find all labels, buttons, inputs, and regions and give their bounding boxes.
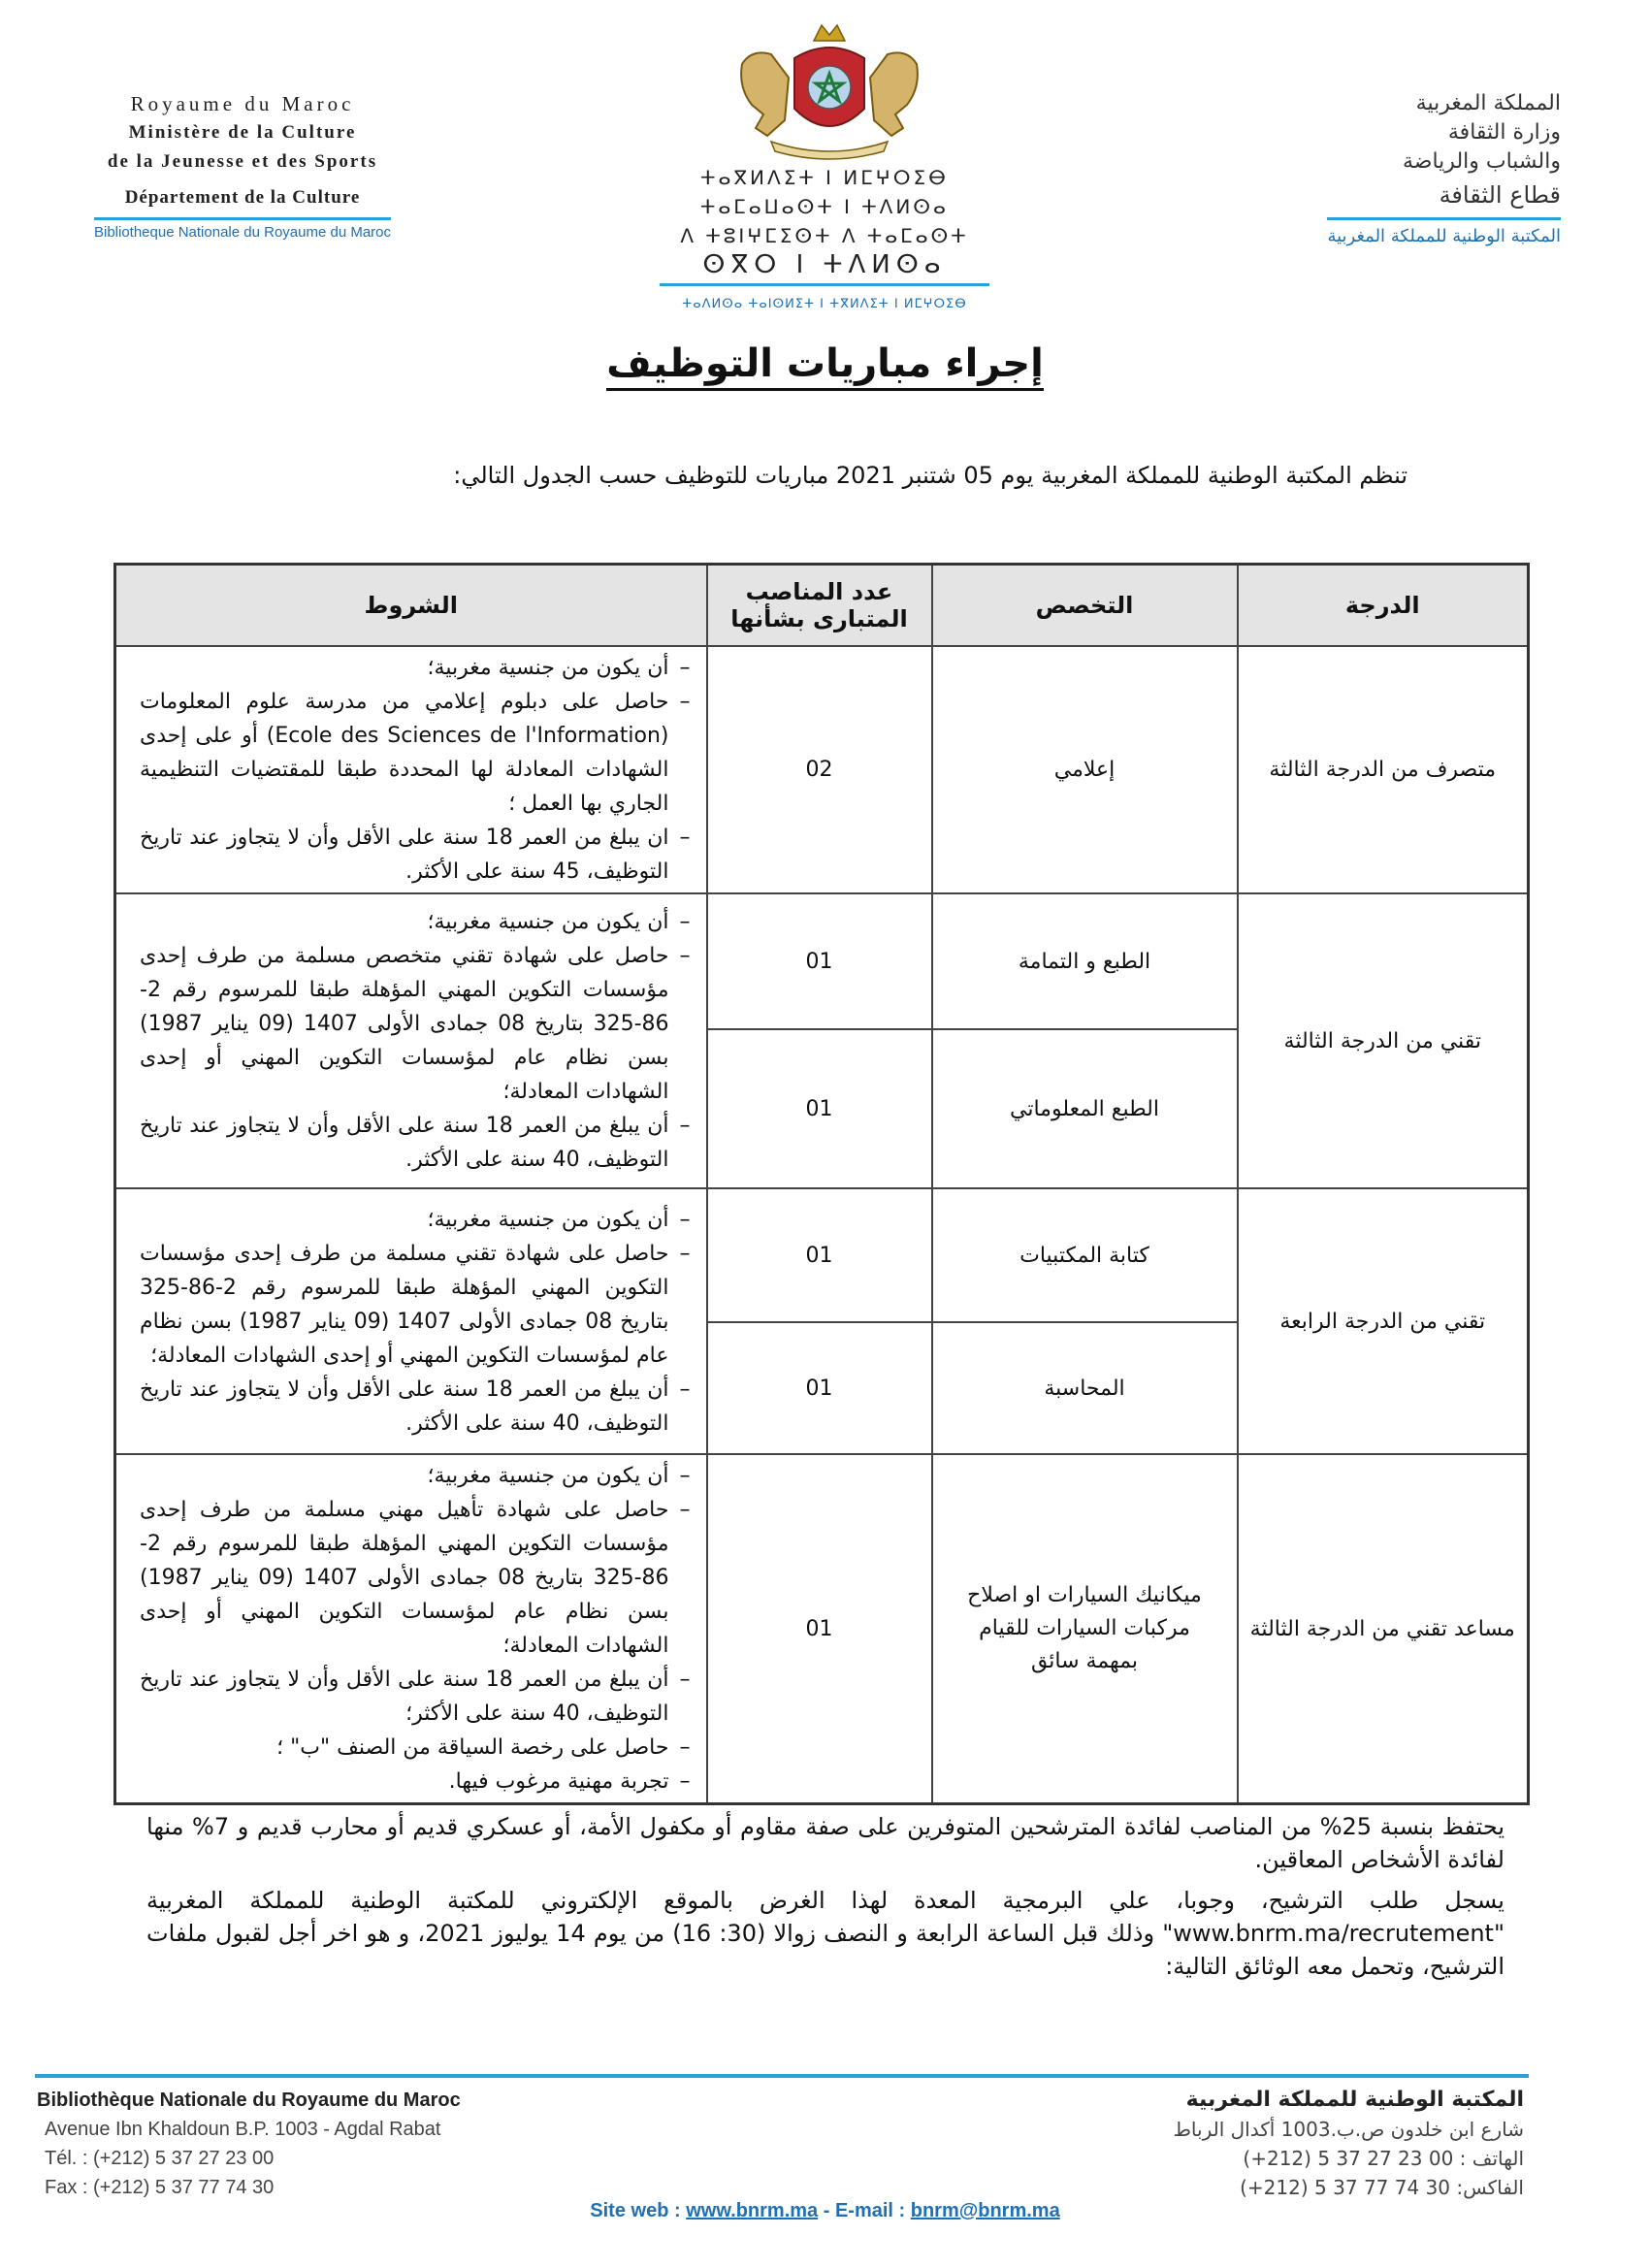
library-label-tifinagh: ⵜⴰⴷⵍⵙⴰ ⵜⴰⵏⵙⵍⵉⵜ ⵏ ⵜⴳⵍⴷⵉⵜ ⵏ ⵍⵎⵖⵔⵉⴱ xyxy=(660,283,989,319)
table-row xyxy=(115,893,1529,1029)
specialty-cell: الطبع و التمامة xyxy=(932,893,1238,1029)
footer-divider xyxy=(35,2074,1529,2078)
condition-item: – أن يبلغ من العمر 18 سنة على الأقل وأن لا يتجاوز عند تاريخ التوظيف، 40 سنة على الأكثر. xyxy=(140,1109,691,1177)
condition-item: – حاصل على دبلوم إعلامي من مدرسة علوم المعلومات (Ecole des Sciences de l'Information) أو على إحدى الشهادات المعادلة لها المحددة طبقا للمقتضيات التنظيمية الجاري بها العمل ؛ xyxy=(140,685,691,821)
email-label: E-mail : xyxy=(834,2200,906,2221)
footer-french xyxy=(37,2086,461,2202)
ministry-label-tifinagh-2: ⴷ ⵜⵓⵏⵖⵎⵉⵙⵜ ⴷ ⵜⴰⵎⴰⵙⵜ xyxy=(680,224,969,247)
condition-item: – أن يبلغ من العمر 18 سنة على الأقل وأن لا يتجاوز عند تاريخ التوظيف، 40 سنة على الأكثر. xyxy=(140,1373,691,1441)
footer-address-fr: Avenue Ibn Khaldoun B.P. 1003 - Agdal Rabat xyxy=(45,2119,441,2140)
ministry-label-tifinagh: ⵜⴰⵎⴰⵡⴰⵙⵜ ⵏ ⵜⴷⵍⵙⴰ xyxy=(700,195,949,218)
condition-item: – أن يبلغ من العمر 18 سنة على الأقل وأن لا يتجاوز عند تاريخ التوظيف، 40 سنة على الأكثر؛ xyxy=(140,1663,691,1731)
footer-tel-fr: Tél. : (+212) 5 37 27 23 00 xyxy=(45,2148,275,2169)
table-row xyxy=(115,1188,1529,1322)
kingdom-label-fr: Royaume du Maroc xyxy=(130,92,355,115)
website-link[interactable]: www.bnrm.ma xyxy=(686,2200,819,2221)
condition-item: – تجربة مهنية مرغوب فيها. xyxy=(140,1765,691,1798)
header-conditions: الشروط xyxy=(115,565,707,647)
conditions-cell xyxy=(115,1454,707,1804)
header-arabic xyxy=(1241,89,1561,246)
count-cell: 01 xyxy=(707,1454,932,1804)
specialty-cell: إعلامي xyxy=(932,646,1238,893)
condition-item: – أن يكون من جنسية مغربية؛ xyxy=(140,651,691,685)
department-label-tifinagh: ⵙⴳⵔ ⵏ ⵜⴷⵍⵙⴰ xyxy=(702,250,947,279)
footer-name-ar: المكتبة الوطنية للمملكة المغربية xyxy=(1185,2088,1524,2112)
condition-item: – ان يبلغ من العمر 18 سنة على الأقل وأن لا يتجاوز عند تاريخ التوظيف، 45 سنة على الأكثر. xyxy=(140,821,691,889)
count-cell: 01 xyxy=(707,893,932,1029)
footer-arabic xyxy=(1173,2086,1524,2202)
footer-tel-ar: الهاتف : 00 23 27 37 5 (212+) xyxy=(1243,2147,1524,2170)
department-label-fr: Département de la Culture xyxy=(124,187,361,208)
quota-note: يحتفظ بنسبة 25% من المناصب لفائدة المترشحين المتوفرين على صفة مقاوم أو مكفول الأمة، أو عسكري قديم أو محارب قديم و 7% منها لفائدة الأشخاص المعاقين. xyxy=(146,1813,1505,1873)
ministry-label-ar-2: والشباب والرياضة xyxy=(1403,149,1561,174)
condition-item: – حاصل على شهادة تقني متخصص مسلمة من طرف إحدى مؤسسات التكوين المهني المؤهلة طبقا للمرسوم رقم 2-86-325 بتاريخ 08 جمادى الأولى 1407 (09 يناير 1987) بسن نظام عام لمؤسسات التكوين المهني أو إحدى الشهادات المعادلة؛ xyxy=(140,939,691,1109)
count-cell: 01 xyxy=(707,1322,932,1454)
table-row xyxy=(115,646,1529,893)
header-count: عدد المناصب المتبارى بشأنها xyxy=(707,565,932,647)
condition-item: – أن يكون من جنسية مغربية؛ xyxy=(140,905,691,939)
royal-coat-of-arms-icon xyxy=(713,19,946,165)
grade-cell: تقني من الدرجة الثالثة xyxy=(1238,893,1529,1188)
specialty-cell: الطبع المعلوماتي xyxy=(932,1029,1238,1188)
footer-name-fr: Bibliothèque Nationale du Royaume du Maroc xyxy=(37,2090,461,2111)
ministry-label-fr-2: de la Jeunesse et des Sports xyxy=(107,151,378,172)
library-label-fr: Bibliotheque Nationale du Royaume du Maroc xyxy=(94,217,391,241)
header-specialty: التخصص xyxy=(932,565,1238,647)
conditions-cell xyxy=(115,646,707,893)
intro-paragraph: تنظم المكتبة الوطنية للمملكة المغربية يوم 05 شتنبر 2021 مباريات للتوظيف حسب الجدول التالي: xyxy=(453,462,1407,489)
footer-fax-ar: الفاكس: 30 74 77 37 5 (212+) xyxy=(1240,2176,1524,2199)
ministry-label-ar: وزارة الثقافة xyxy=(1447,120,1561,145)
library-label-ar: المكتبة الوطنية للمملكة المغربية xyxy=(1327,217,1561,246)
condition-item: – أن يكون من جنسية مغربية؛ xyxy=(140,1203,691,1237)
grade-cell: مساعد تقني من الدرجة الثالثة xyxy=(1238,1454,1529,1804)
document-title: إجراء مباريات التوظيف xyxy=(606,341,1044,391)
department-label-ar: قطاع الثقافة xyxy=(1439,181,1561,209)
specialty-cell: المحاسبة xyxy=(932,1322,1238,1454)
condition-item: – حاصل على شهادة تأهيل مهني مسلمة من طرف إحدى مؤسسات التكوين المهني المؤهلة طبقا للمرسوم رقم 2-86-325 بتاريخ 08 جمادى الأولى 1407 (09 يناير 1987) بسن نظام عام لمؤسسات التكوين المهني أو إحدى الشهادات المعادلة؛ xyxy=(140,1493,691,1663)
table-row xyxy=(115,1454,1529,1804)
conditions-cell xyxy=(115,1188,707,1454)
header-tifinagh xyxy=(660,163,989,319)
footer-fax-fr: Fax : (+212) 5 37 77 74 30 xyxy=(45,2177,275,2198)
ministry-label-fr: Ministère de la Culture xyxy=(128,122,357,143)
header-grade: الدرجة xyxy=(1238,565,1529,647)
registration-note: يسجل طلب الترشيح، وجوبا، علي البرمجية المعدة لهذا الغرض بالموقع الإلكتروني للمكتبة الوطنية للمملكة المغربية "www.bnrm.ma/recrutement" وذلك قبل الساعة الرابعة و النصف زوالا (30: 16) من يوم 14 يوليوز 2021، و هو اخر أجل لقبول ملفات الترشيح، وتحمل معه الوثائق التالية: xyxy=(146,1887,1505,1980)
condition-item: – حاصل على شهادة تقني مسلمة من طرف إحدى مؤسسات التكوين المهني المؤهلة طبقا للمرسوم رقم 2-86-325 بتاريخ 08 جمادى الأولى 1407 (09 يناير 1987) بسن نظام عام لمؤسسات التكوين المهني أو إحدى الشهادات المعادلة؛ xyxy=(140,1237,691,1373)
kingdom-label-tifinagh: ⵜⴰⴳⵍⴷⵉⵜ ⵏ ⵍⵎⵖⵔⵉⴱ xyxy=(700,166,949,189)
grade-cell: تقني من الدرجة الرابعة xyxy=(1238,1188,1529,1454)
condition-item: – أن يكون من جنسية مغربية؛ xyxy=(140,1459,691,1493)
notes-section xyxy=(146,1810,1504,1991)
count-cell: 01 xyxy=(707,1188,932,1322)
footer-separator: - xyxy=(823,2200,835,2221)
kingdom-label-ar: المملكة المغربية xyxy=(1415,91,1561,115)
condition-item: – حاصل على رخصة السياقة من الصنف "ب" ؛ xyxy=(140,1731,691,1765)
document-title-wrap xyxy=(0,341,1650,386)
recruitment-table xyxy=(113,563,1530,1805)
count-cell: 01 xyxy=(707,1029,932,1188)
specialty-cell: كتابة المكتبيات xyxy=(932,1188,1238,1322)
conditions-cell xyxy=(115,893,707,1188)
grade-cell: متصرف من الدرجة الثالثة xyxy=(1238,646,1529,893)
header-french xyxy=(58,89,427,242)
footer-address-ar: شارع ابن خلدون ص.ب.1003 أكدال الرباط xyxy=(1173,2118,1524,2141)
count-cell: 02 xyxy=(707,646,932,893)
table-header-row xyxy=(115,565,1529,647)
site-label: Site web : xyxy=(590,2200,681,2221)
email-link[interactable]: bnrm@bnrm.ma xyxy=(910,2200,1060,2221)
footer-web xyxy=(0,2200,1650,2222)
specialty-cell: ميكانيك السيارات او اصلاح مركبات السيارات للقيام بمهمة سائق xyxy=(932,1454,1238,1804)
